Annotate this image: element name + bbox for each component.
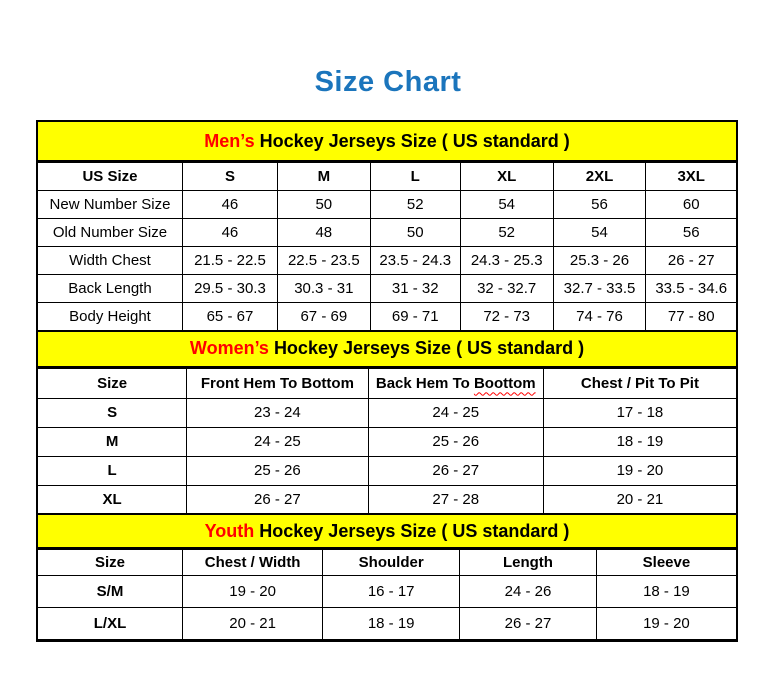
table-row [38,191,736,219]
data-cell: 27 - 28 [368,485,543,514]
row-label-cell: S [38,398,187,427]
data-cell: 20 - 21 [182,608,322,640]
section-header-highlight: Women’s [189,338,269,358]
column-header-cell: US Size [38,163,182,191]
data-cell: 19 - 20 [596,608,736,640]
table-row [38,427,736,456]
row-label-cell: Body Height [38,303,182,331]
youth-table [38,549,736,640]
row-label-cell: XL [38,485,187,514]
data-cell: 60 [646,191,736,219]
data-cell: 52 [370,191,460,219]
data-cell: 26 - 27 [187,485,368,514]
size-chart-table [36,120,738,642]
column-header-cell: Back Hem To Boottom [368,368,543,398]
section-header-text: Hockey Jerseys Size ( US standard ) [254,520,570,541]
data-cell: 69 - 71 [370,303,460,331]
womens-section-header [38,332,736,368]
data-cell: 19 - 20 [543,456,736,485]
data-cell: 52 [460,219,553,247]
data-cell: 24 - 25 [368,398,543,427]
data-cell: 23.5 - 24.3 [370,247,460,275]
mens-section-header [38,122,736,162]
data-cell: 24 - 25 [187,427,368,456]
column-header-cell: Sleeve [596,550,736,576]
row-label-cell: Old Number Size [38,219,182,247]
data-cell: 24 - 26 [460,576,597,608]
row-label-cell: Back Length [38,275,182,303]
row-label-cell: New Number Size [38,191,182,219]
mens-column-header-row [38,163,736,191]
mens-table [38,162,736,332]
column-header-cell: Chest / Width [182,550,322,576]
column-header-cell: Shoulder [323,550,460,576]
data-cell: 30.3 - 31 [277,275,370,303]
column-header-cell: M [277,163,370,191]
table-row [38,398,736,427]
data-cell: 20 - 21 [543,485,736,514]
data-cell: 22.5 - 23.5 [277,247,370,275]
youth-section-header [38,515,736,549]
data-cell: 26 - 27 [460,608,597,640]
data-cell: 65 - 67 [182,303,277,331]
data-cell: 25 - 26 [187,456,368,485]
section-header-highlight: Youth [204,520,255,541]
data-cell: 77 - 80 [646,303,736,331]
data-cell: 21.5 - 22.5 [182,247,277,275]
row-label-cell: Width Chest [38,247,182,275]
data-cell: 18 - 19 [323,608,460,640]
data-cell: 46 [182,191,277,219]
table-row [38,275,736,303]
row-label-cell: L [38,456,187,485]
data-cell: 54 [460,191,553,219]
data-cell: 74 - 76 [553,303,646,331]
data-cell: 32.7 - 33.5 [553,275,646,303]
table-row [38,608,736,640]
data-cell: 18 - 19 [596,576,736,608]
data-cell: 26 - 27 [368,456,543,485]
column-header-cell: Length [460,550,597,576]
data-cell: 18 - 19 [543,427,736,456]
section-header-highlight: Men’s [204,130,255,151]
data-cell: 25.3 - 26 [553,247,646,275]
table-row [38,485,736,514]
data-cell: 16 - 17 [323,576,460,608]
youth-column-header-row [38,550,736,576]
column-header-cell: Size [38,368,187,398]
data-cell: 56 [553,191,646,219]
column-header-cell: S [182,163,277,191]
section-header-text: Hockey Jerseys Size ( US standard ) [254,130,570,151]
section-header-text: Hockey Jerseys Size ( US standard ) [268,338,585,358]
data-cell: 19 - 20 [182,576,322,608]
table-row [38,219,736,247]
data-cell: 25 - 26 [368,427,543,456]
data-cell: 23 - 24 [187,398,368,427]
data-cell: 48 [277,219,370,247]
column-header-cell: Size [38,550,182,576]
column-header-cell: Front Hem To Bottom [187,368,368,398]
data-cell: 32 - 32.7 [460,275,553,303]
column-header-cell: 3XL [646,163,736,191]
column-header-cell: XL [460,163,553,191]
data-cell: 33.5 - 34.6 [646,275,736,303]
data-cell: 29.5 - 30.3 [182,275,277,303]
data-cell: 26 - 27 [646,247,736,275]
data-cell: 72 - 73 [460,303,553,331]
misspelled-word: Boottom [473,374,536,392]
table-row [38,456,736,485]
row-label-cell: S/M [38,576,182,608]
data-cell: 17 - 18 [543,398,736,427]
data-cell: 50 [277,191,370,219]
womens-table [38,368,736,516]
data-cell: 31 - 32 [370,275,460,303]
page-title: Size Chart [314,66,462,98]
data-cell: 54 [553,219,646,247]
table-row [38,303,736,331]
column-header-cell: Chest / Pit To Pit [543,368,736,398]
data-cell: 46 [182,219,277,247]
row-label-cell: M [38,427,187,456]
womens-column-header-row [38,368,736,398]
column-header-cell: 2XL [553,163,646,191]
data-cell: 56 [646,219,736,247]
data-cell: 24.3 - 25.3 [460,247,553,275]
data-cell: 50 [370,219,460,247]
data-cell: 67 - 69 [277,303,370,331]
table-row [38,247,736,275]
row-label-cell: L/XL [38,608,182,640]
column-header-cell: L [370,163,460,191]
table-row [38,576,736,608]
